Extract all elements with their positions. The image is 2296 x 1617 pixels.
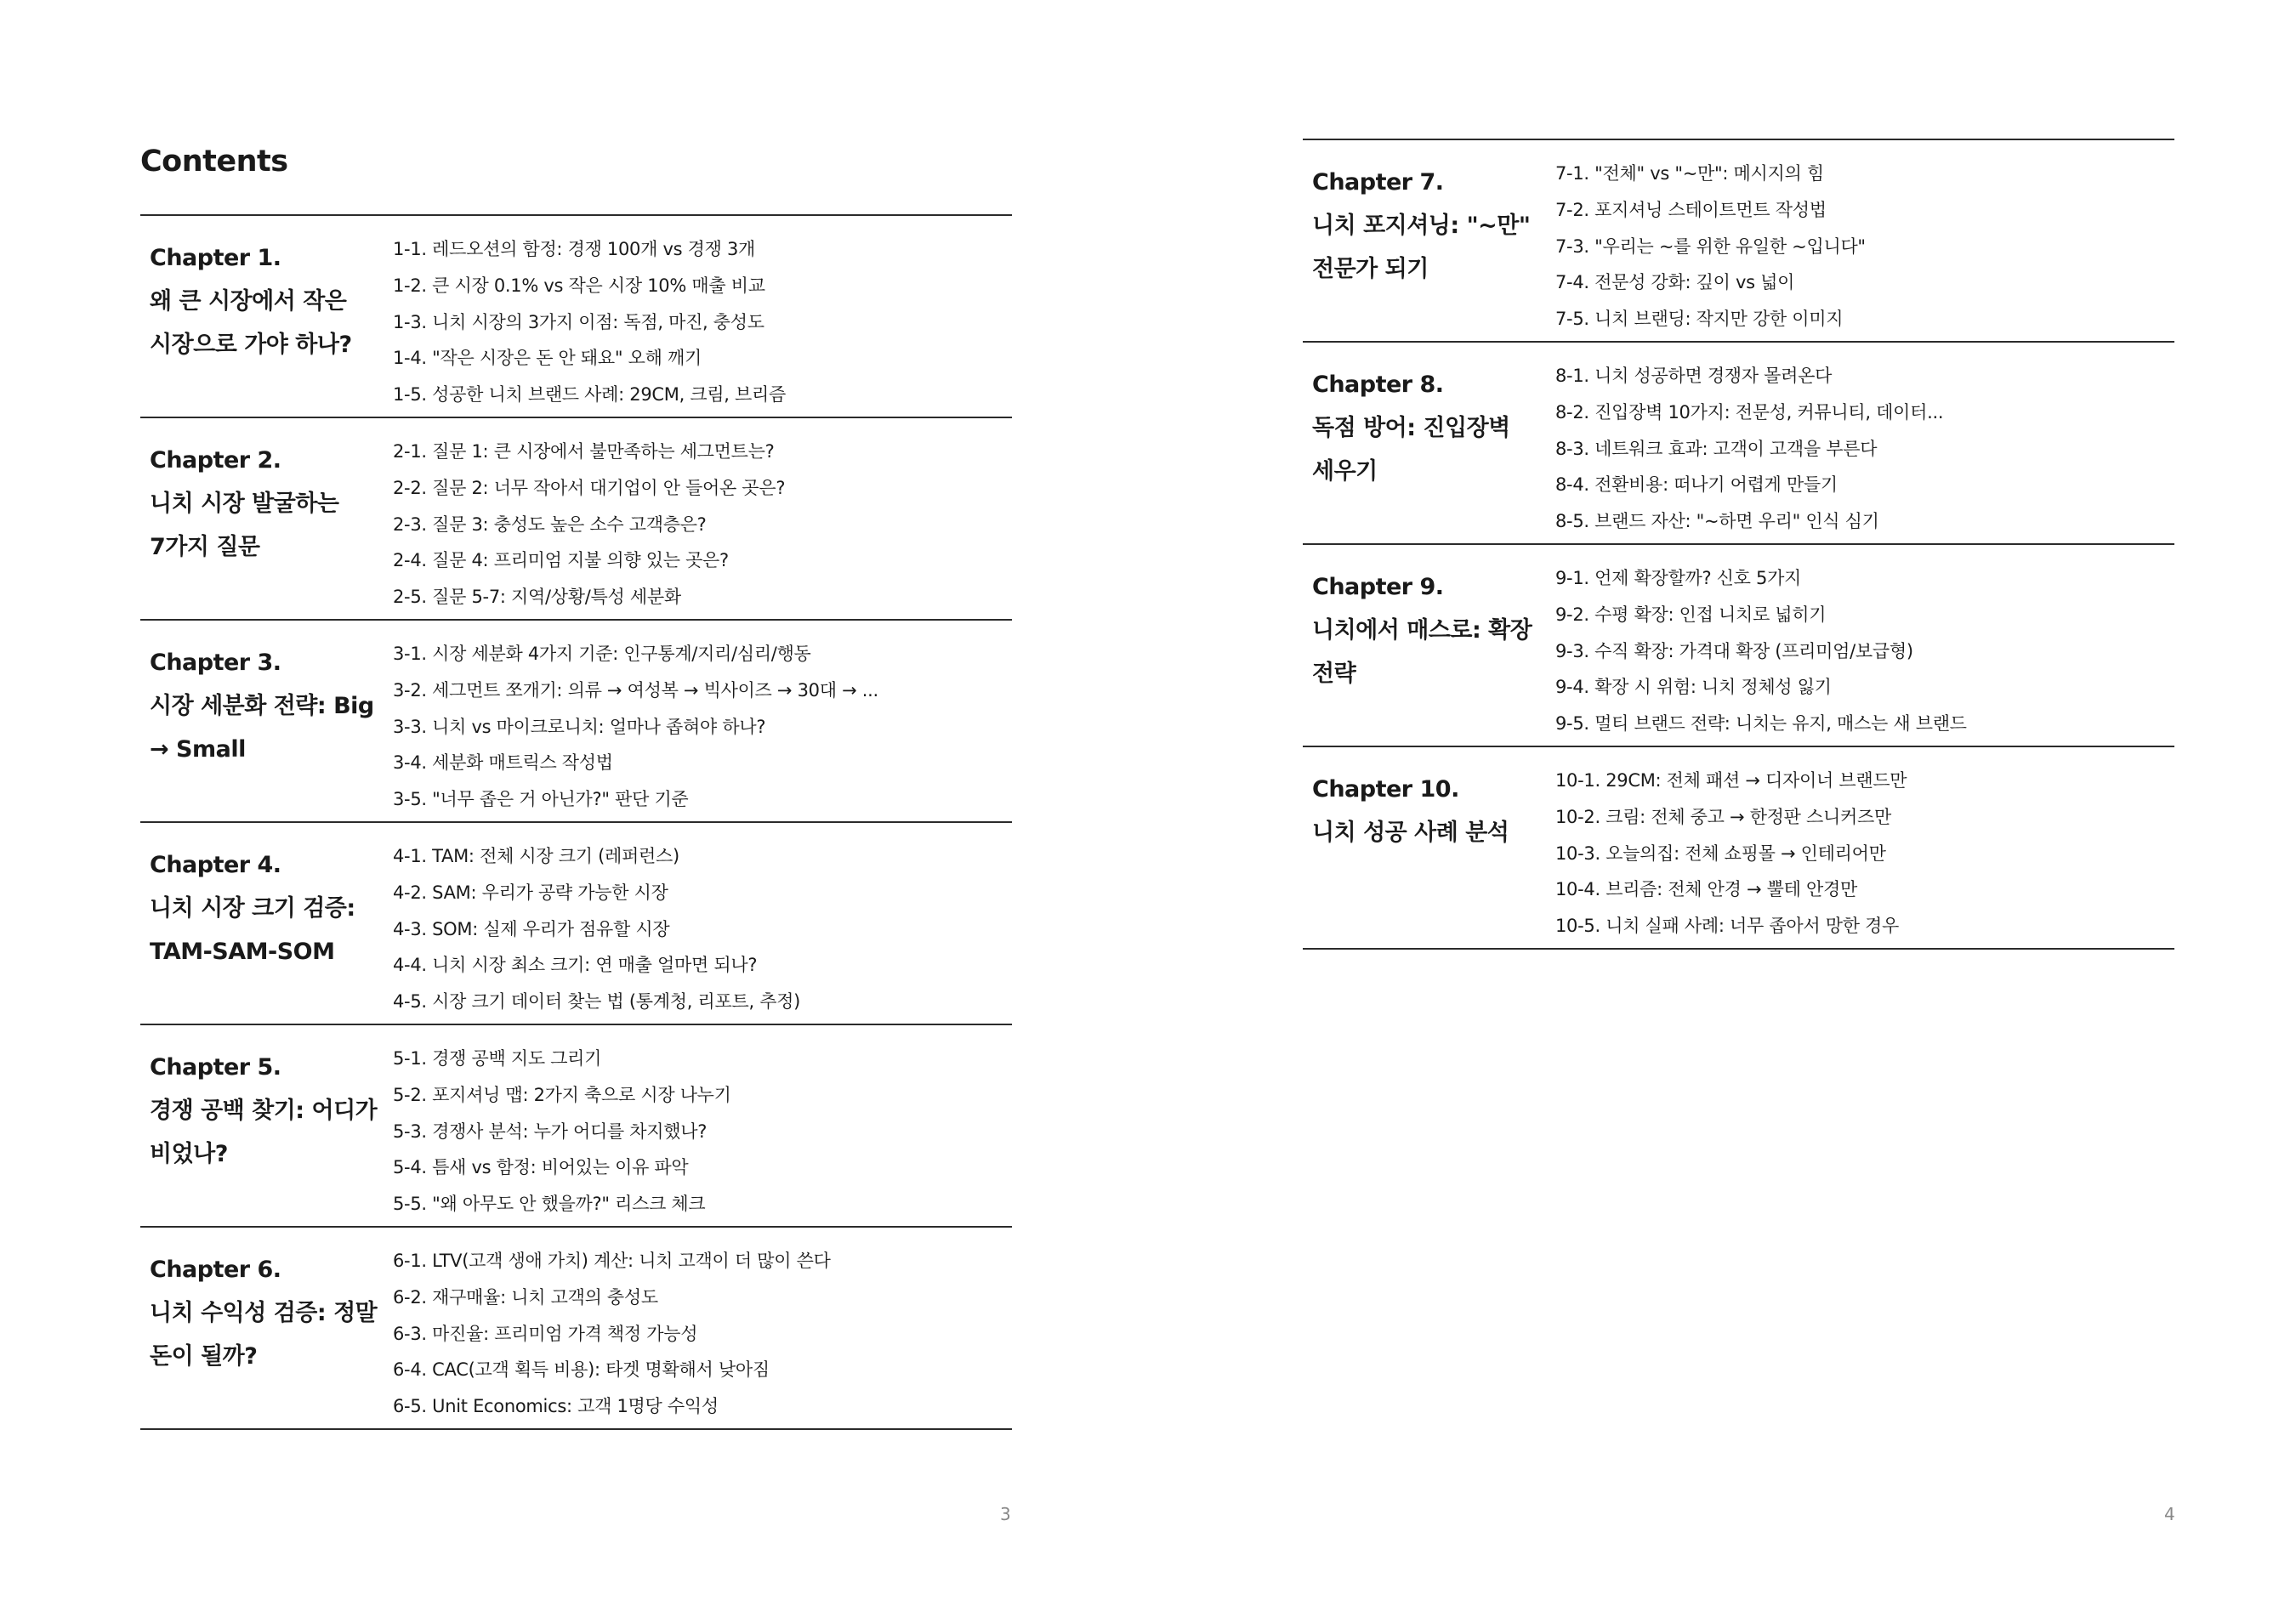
section-item: 5-3. 경쟁사 분석: 누가 어디를 차지했나? bbox=[393, 1121, 708, 1142]
chapter-block bbox=[1303, 341, 2174, 543]
chapter-number: Chapter 7. bbox=[1312, 169, 1444, 196]
section-item: 8-2. 진입장벽 10가지: 전문성, 커뮤니티, 데이터... bbox=[1555, 401, 1944, 423]
section-item: 7-2. 포지셔닝 스테이트먼트 작성법 bbox=[1555, 199, 1827, 220]
section-item: 9-1. 언제 확장할까? 신호 5가지 bbox=[1555, 568, 1802, 588]
chapter-number: Chapter 2. bbox=[150, 447, 281, 474]
chapter-number: Chapter 4. bbox=[150, 852, 281, 878]
page-number: 3 bbox=[1000, 1504, 1011, 1524]
section-list bbox=[381, 1025, 731, 1226]
chapter-heading bbox=[140, 823, 381, 1024]
section-item: 2-3. 질문 3: 충성도 높은 소수 고객층은? bbox=[393, 513, 707, 535]
section-item: 6-2. 재구매율: 니치 고객의 충성도 bbox=[393, 1286, 658, 1308]
section-item: 1-2. 큰 시장 0.1% vs 작은 시장 10% 매출 비교 bbox=[393, 275, 765, 296]
chapter-title: 시장 세분화 전략: Big → Small bbox=[150, 693, 374, 763]
section-item: 8-4. 전환비용: 떠나기 어렵게 만들기 bbox=[1555, 474, 1838, 496]
toc-list bbox=[140, 214, 1012, 1430]
section-item: 6-3. 마진율: 프리미엄 가격 책정 가능성 bbox=[393, 1323, 698, 1344]
chapter-block bbox=[140, 821, 1012, 1024]
section-item: 8-3. 네트워크 효과: 고객이 고객을 부른다 bbox=[1555, 438, 1878, 459]
section-item: 7-1. "전체" vs "~만": 메시지의 힘 bbox=[1555, 163, 1824, 184]
section-item: 9-4. 확장 시 위험: 니치 정체성 잃기 bbox=[1555, 677, 1832, 698]
section-item: 7-4. 전문성 강화: 깊이 vs 넓이 bbox=[1555, 272, 1795, 293]
section-item: 1-3. 니치 시장의 3가지 이점: 독점, 마진, 충성도 bbox=[393, 311, 764, 332]
section-item: 1-4. "작은 시장은 돈 안 돼요" 오해 깨기 bbox=[393, 348, 702, 369]
section-item: 5-4. 틈새 vs 함정: 비어있는 이유 파악 bbox=[393, 1157, 689, 1178]
chapter-title: 니치에서 매스로: 확장 전략 bbox=[1312, 617, 1532, 687]
chapter-title: 왜 큰 시장에서 작은 시장으로 가야 하나? bbox=[150, 288, 352, 358]
chapter-heading bbox=[1303, 747, 1543, 948]
section-item: 7-5. 니치 브랜딩: 작지만 강한 이미지 bbox=[1555, 309, 1844, 330]
section-item: 5-5. "왜 아무도 안 했을까?" 리스크 체크 bbox=[393, 1194, 706, 1215]
section-item: 3-4. 세분화 매트릭스 작성법 bbox=[393, 752, 613, 774]
section-item: 1-5. 성공한 니치 브랜드 사례: 29CM, 크림, 브리즘 bbox=[393, 384, 787, 406]
section-item: 5-2. 포지셔닝 맵: 2가지 축으로 시장 나누기 bbox=[393, 1084, 731, 1105]
chapter-heading bbox=[140, 621, 381, 821]
chapter-title: 경쟁 공백 찾기: 어디가 비었나? bbox=[150, 1098, 378, 1167]
section-list bbox=[1543, 545, 1967, 746]
chapter-heading bbox=[1303, 140, 1543, 341]
chapter-heading bbox=[140, 1025, 381, 1226]
chapter-title: 니치 시장 크기 검증: TAM-SAM-SOM bbox=[150, 895, 355, 965]
section-item: 10-4. 브리즘: 전체 안경 → 뿔테 안경만 bbox=[1555, 879, 1857, 900]
section-list bbox=[381, 621, 878, 821]
section-item: 2-2. 질문 2: 너무 작아서 대기업이 안 들어온 곳은? bbox=[393, 477, 786, 498]
chapter-number: Chapter 3. bbox=[150, 650, 281, 676]
section-item: 6-5. Unit Economics: 고객 1명당 수익성 bbox=[393, 1396, 719, 1417]
section-list bbox=[1543, 747, 1907, 948]
section-item: 5-1. 경쟁 공백 지도 그리기 bbox=[393, 1048, 602, 1069]
section-item: 4-5. 시장 크기 데이터 찾는 법 (통계청, 리포트, 추정) bbox=[393, 991, 801, 1013]
section-item: 6-4. CAC(고객 획득 비용): 타겟 명확해서 낮아짐 bbox=[393, 1359, 770, 1381]
chapter-block bbox=[140, 1226, 1012, 1430]
chapter-number: Chapter 9. bbox=[1312, 574, 1444, 600]
chapter-heading bbox=[140, 216, 381, 417]
section-item: 10-2. 크림: 전체 중고 → 한정판 스니커즈만 bbox=[1555, 806, 1891, 827]
chapter-title: 니치 수익성 검증: 정말 돈이 될까? bbox=[150, 1300, 378, 1370]
section-item: 10-5. 니치 실패 사례: 너무 좁아서 망한 경우 bbox=[1555, 916, 1900, 937]
section-list bbox=[1543, 343, 1943, 543]
chapter-heading bbox=[1303, 343, 1543, 543]
chapter-title: 독점 방어: 진입장벽 세우기 bbox=[1312, 415, 1510, 485]
section-item: 4-2. SAM: 우리가 공략 가능한 시장 bbox=[393, 882, 668, 903]
chapter-number: Chapter 10. bbox=[1312, 776, 1459, 803]
chapter-title: 니치 성공 사례 분석 bbox=[1312, 820, 1509, 846]
section-item: 3-3. 니치 vs 마이크로니치: 얼마나 좁혀야 하나? bbox=[393, 716, 766, 737]
right-page bbox=[1148, 0, 2296, 1617]
section-list bbox=[381, 823, 800, 1024]
section-item: 3-5. "너무 좁은 거 아닌가?" 판단 기준 bbox=[393, 789, 689, 810]
section-item: 6-1. LTV(고객 생애 가치) 계산: 니치 고객이 더 많이 쓴다 bbox=[393, 1251, 831, 1271]
chapter-title: 니치 포지셔닝: "~만" 전문가 되기 bbox=[1312, 213, 1531, 282]
chapter-block bbox=[140, 619, 1012, 821]
section-item: 4-1. TAM: 전체 시장 크기 (레퍼런스) bbox=[393, 846, 679, 866]
section-item: 4-4. 니치 시장 최소 크기: 연 매출 얼마면 되나? bbox=[393, 955, 758, 976]
toc-list bbox=[1303, 139, 2174, 950]
section-item: 10-3. 오늘의집: 전체 쇼핑몰 → 인테리어만 bbox=[1555, 843, 1886, 864]
section-item: 10-1. 29CM: 전체 패션 → 디자이너 브랜드만 bbox=[1555, 770, 1907, 791]
page-number: 4 bbox=[2164, 1504, 2175, 1524]
chapter-heading bbox=[140, 1228, 381, 1428]
section-list bbox=[1543, 140, 1866, 341]
section-item: 3-1. 시장 세분화 4가지 기준: 인구통계/지리/심리/행동 bbox=[393, 644, 811, 664]
section-item: 9-3. 수직 확장: 가격대 확장 (프리미엄/보급형) bbox=[1555, 640, 1913, 661]
chapter-block bbox=[140, 1024, 1012, 1226]
chapter-block bbox=[1303, 139, 2174, 341]
section-item: 9-2. 수평 확장: 인접 니치로 넓히기 bbox=[1555, 604, 1827, 625]
section-item: 2-4. 질문 4: 프리미엄 지불 의향 있는 곳은? bbox=[393, 550, 729, 571]
section-item: 2-1. 질문 1: 큰 시장에서 불만족하는 세그먼트는? bbox=[393, 441, 775, 462]
contents-heading: Contents bbox=[140, 145, 288, 179]
section-list bbox=[381, 216, 786, 417]
chapter-block bbox=[140, 417, 1012, 619]
section-item: 8-1. 니치 성공하면 경쟁자 몰려온다 bbox=[1555, 366, 1833, 386]
chapter-heading bbox=[1303, 545, 1543, 746]
chapter-block bbox=[1303, 543, 2174, 746]
chapter-block bbox=[1303, 746, 2174, 950]
section-item: 8-5. 브랜드 자산: "~하면 우리" 인식 심기 bbox=[1555, 511, 1879, 532]
chapter-block bbox=[140, 214, 1012, 417]
chapter-number: Chapter 5. bbox=[150, 1054, 281, 1081]
section-item: 1-1. 레드오션의 함정: 경쟁 100개 vs 경쟁 3개 bbox=[393, 239, 756, 259]
chapter-heading bbox=[140, 418, 381, 619]
section-item: 2-5. 질문 5-7: 지역/상황/특성 세분화 bbox=[393, 587, 681, 608]
chapter-title: 니치 시장 발굴하는 7가지 질문 bbox=[150, 491, 339, 560]
section-item: 3-2. 세그먼트 쪼개기: 의류 → 여성복 → 빅사이즈 → 30대 → ... bbox=[393, 679, 878, 701]
section-item: 7-3. "우리는 ~를 위한 유일한 ~입니다" bbox=[1555, 235, 1866, 257]
chapter-number: Chapter 8. bbox=[1312, 372, 1444, 398]
section-item: 4-3. SOM: 실제 우리가 점유할 시장 bbox=[393, 918, 670, 939]
section-list bbox=[381, 418, 785, 619]
chapter-number: Chapter 6. bbox=[150, 1257, 281, 1283]
section-list bbox=[381, 1228, 831, 1428]
section-item: 9-5. 멀티 브랜드 전략: 니치는 유지, 매스는 새 브랜드 bbox=[1555, 713, 1967, 735]
chapter-number: Chapter 1. bbox=[150, 245, 281, 271]
